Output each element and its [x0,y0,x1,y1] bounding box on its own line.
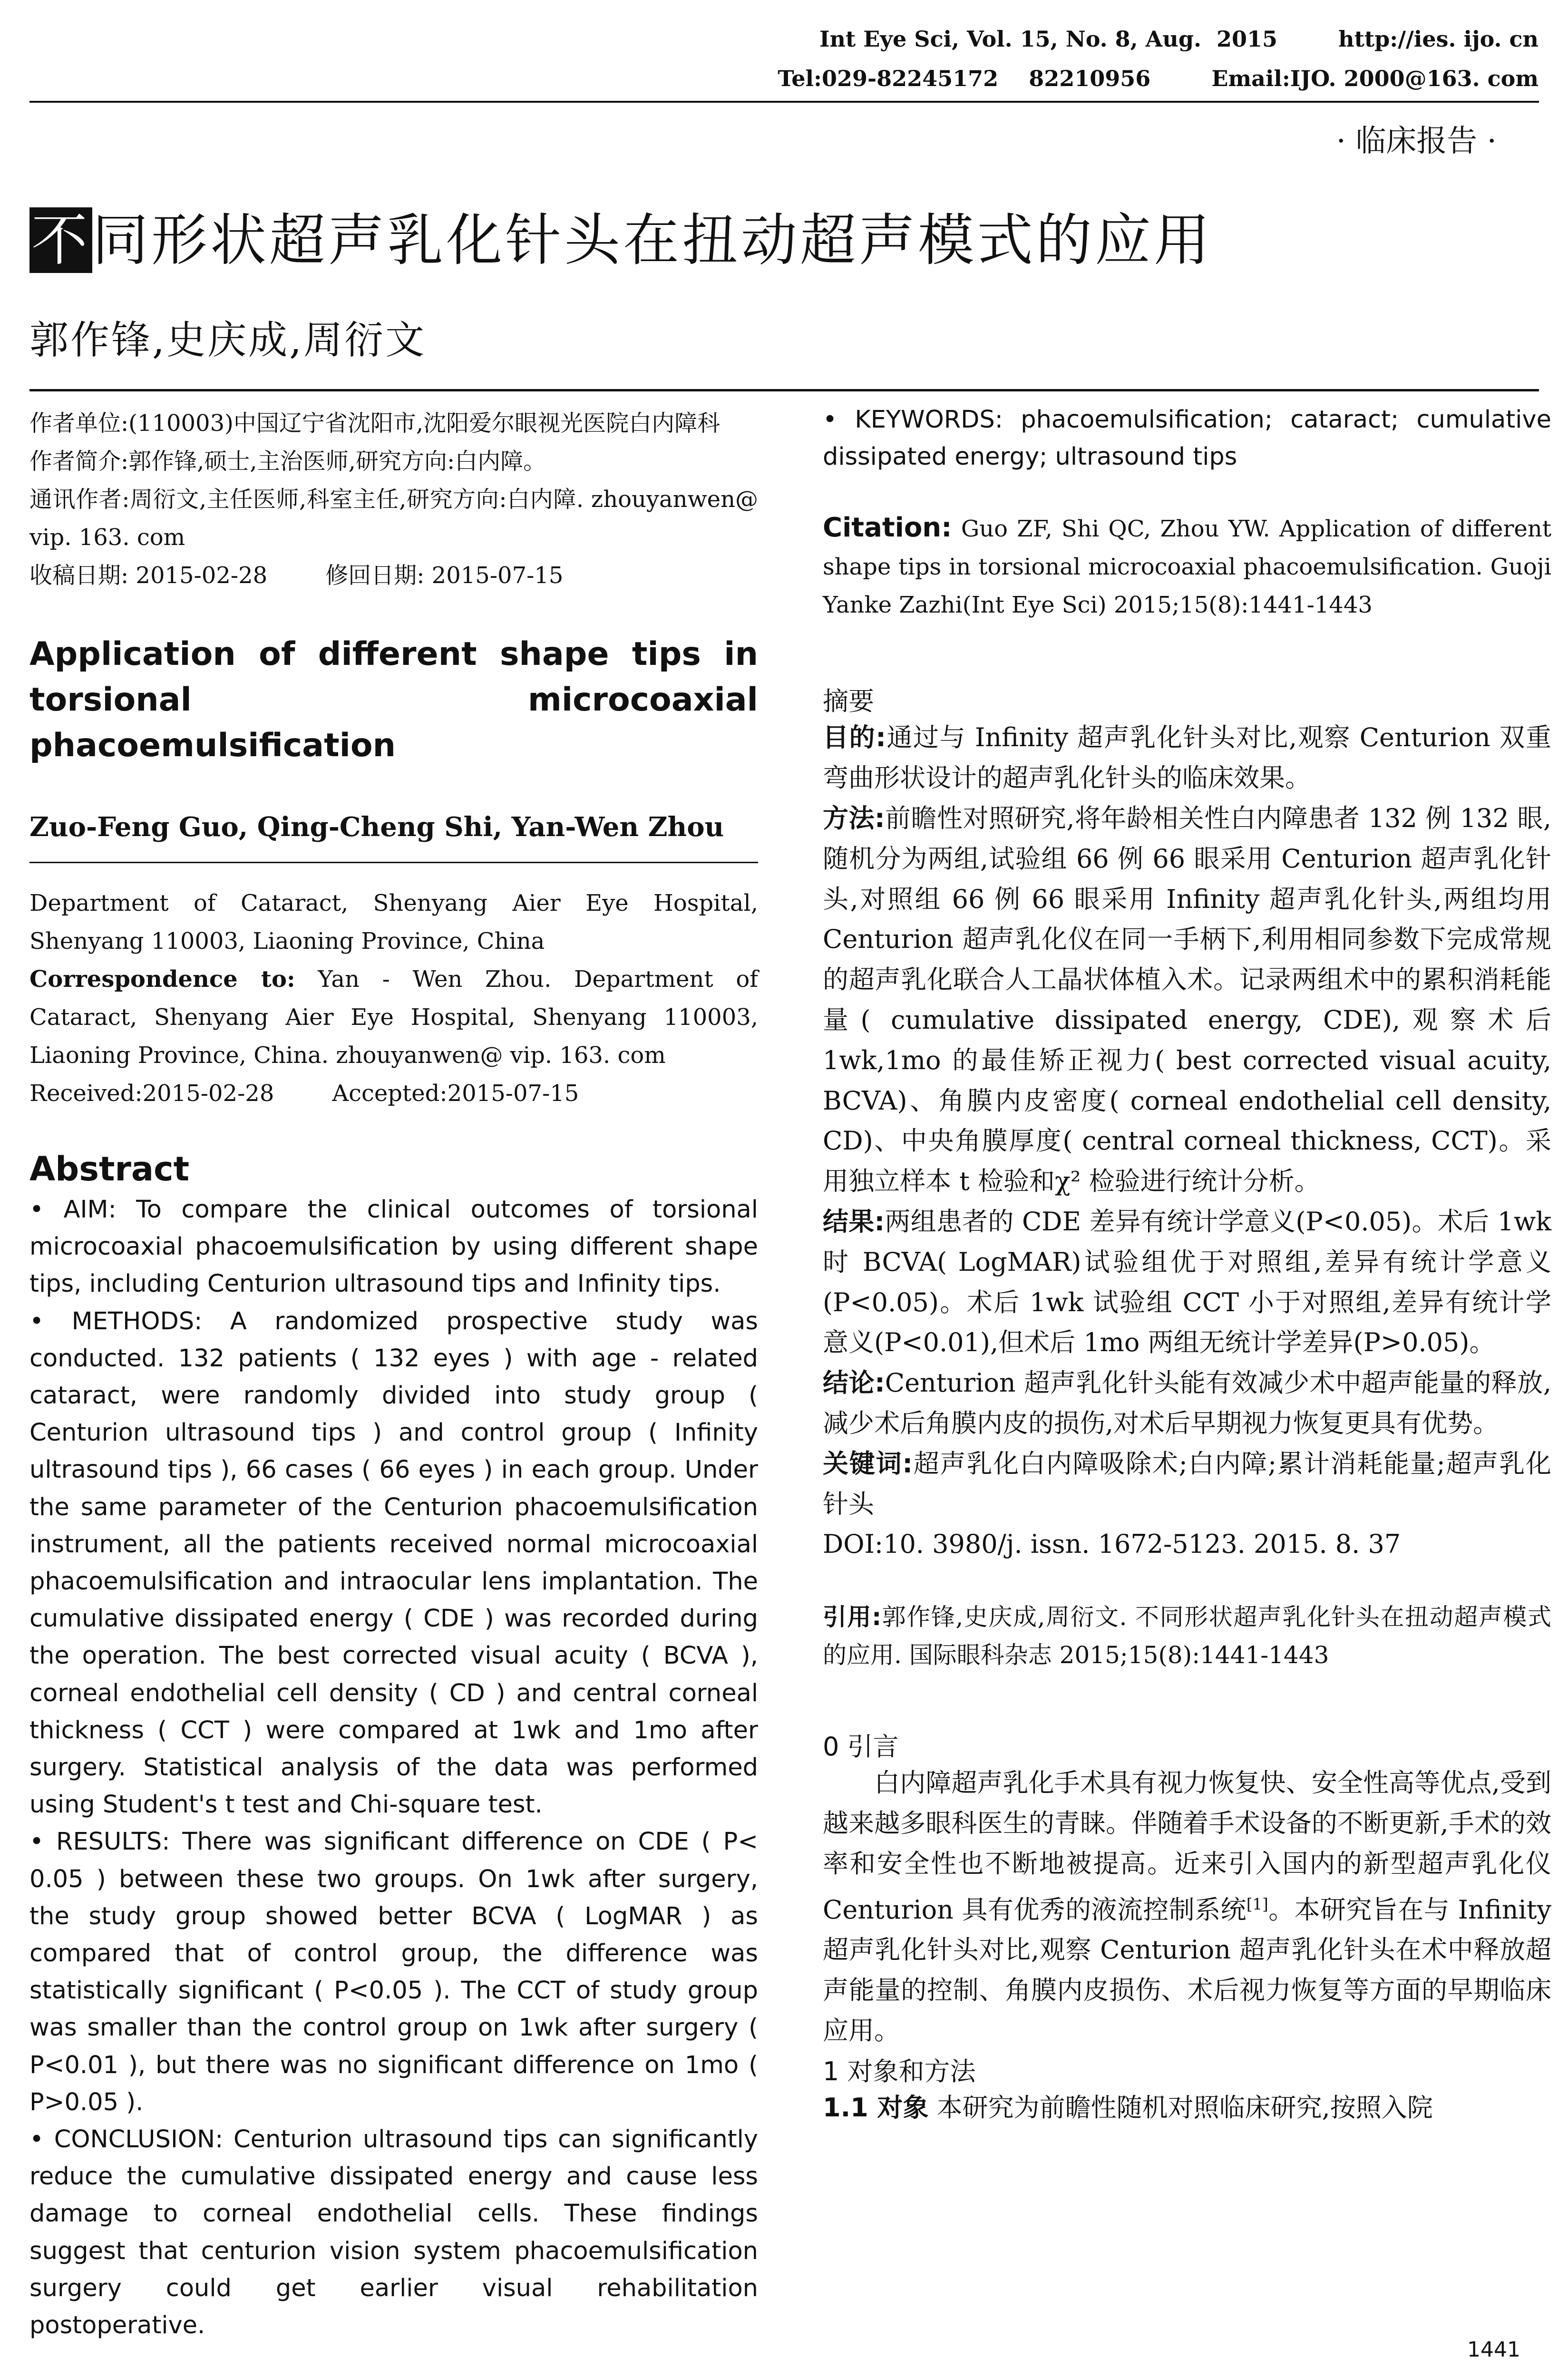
cn-aim-label: 目的: [823,722,886,753]
affil-cn-2: 作者简介:郭作锋,硕士,主治医师,研究方向:白内障。 [29,448,546,475]
conclusion-label: • CONCLUSION: [29,2125,224,2154]
article-title [29,195,1213,276]
intro-heading: 0 引言 [823,1732,899,1762]
keywords-text: phacoemulsification; cataract; cumulative dissipated energy; ultrasound tips [823,406,1551,471]
intro-text-2: 。本研究旨在与 Infinity 超声乳化针头对比,观察 Centurion 超声乳化针头在术中释放超声能量的控制、角膜内皮损伤、术后视力恢复等方面的早期临床应用。 [823,1894,1551,2046]
intro-text: 白内障超声乳化手术具有视力恢复快、安全性高等优点,受到越来越多眼科医生的青睐。伴随着手术设备的不断更新,手术的效率和安全性也不断地被提高。近来引入国内的新型超声乳化仪 Centurion 具有优秀的液流控制系统 [823,1768,1551,1925]
cn-conclusion-text: Centurion 超声乳化针头能有效减少术中超声能量的释放,减少术后角膜内皮的损伤,对术后早期视力恢复更具有优势。 [823,1368,1551,1438]
methods-heading: 1 对象和方法 [823,2056,976,2086]
authors-cn: 郭作锋,史庆成,周衍文 [29,318,427,363]
cn-results-label: 结果: [823,1206,885,1237]
en-title: Application of different shape tips in torsional microcoaxial phacoemulsification [29,635,758,764]
journal-contact: Tel:029-82245172 82210956 Email:IJO. 2000@163. com [778,66,1539,91]
abstract-results [29,1823,758,2121]
subject-text: 本研究为前瞻性随机对照临床研究,按照入院 [928,2092,1433,2123]
right-column [823,404,1551,2128]
title-first-char: 不 [29,207,92,273]
cn-aim [823,718,1551,799]
title-rest: 同形状超声乳化针头在扭动超声模式的应用 [92,207,1213,273]
keywords-label: • KEYWORDS: [823,406,1003,434]
section-label: · 临床报告 · [1336,124,1497,159]
cn-citation-label: 引用: [823,1603,882,1631]
affil-cn-3: 通讯作者:周衍文,主任医师,科室主任,研究方向:白内障. zhouyanwen@ vip. 163. com [29,486,758,551]
corr-label: Correspondence to: [29,966,295,993]
left-column [29,404,758,2344]
cn-methods-text: 前瞻性对照研究,将年龄相关性白内障患者 132 例 132 眼,随机分为两组,试验组 66 例 66 眼采用 Centurion 超声乳化针头,对照组 66 例 66 眼采用 Infinity 超声乳化针头,两组均用 Centurion 超声乳化仪在同一手柄下,利用相同参数下完成常规的超声乳化联合人工晶状体植入术。记录两组术中的累积消耗能量( cumulative dissipated energy, CDE),观察术后 1wk,1mo 的最佳矫正视力( best corrected visual acuity, BCVA)、角膜内皮密度( corneal endothelial cell density, CD)、中央角膜厚度( central corneal thickness, CCT)。采用独立样本 t 检验和χ² 检验进行统计分析。 [823,803,1551,1197]
citation-label: Citation: [823,512,952,544]
abstract-methods [29,1303,758,1824]
en-dept: Department of Cataract, Shenyang Aier Eye Hospital, Shenyang 110003, Liaoning Province, China [29,890,758,955]
cn-methods [823,799,1551,1202]
citation-text: Guo ZF, Shi QC, Zhou YW. Application of different shape tips in torsional microcoaxial phacoemulsification. Guoji Yanke Zazhi(Int Eye Sci) 2015;15(8):1441-1443 [823,516,1551,619]
cn-results-text: 两组患者的 CDE 差异有统计学意义(P<0.05)。术后 1wk 时 BCVA( LogMAR)试验组优于对照组,差异有统计学意义(P<0.05)。术后 1wk 试验组 CCT 小于对照组,差异有统计学意义(P<0.01),但术后 1mo 两组无统计学差异(P>0.05)。 [823,1206,1551,1358]
header-rule [29,101,1539,103]
conclusion-text: Centurion ultrasound tips can significantly reduce the cumulative dissipated energy and cause less damage to corneal endothelial cells. These findings suggest that centurion vision system phacoemulsification surgery could get earlier visual rehabilitation postoperative. [29,2125,758,2340]
journal-info: Int Eye Sci, Vol. 15, No. 8, Aug. 2015 http://ies. ijo. cn [819,26,1539,52]
affil-cn-1: 作者单位:(110003)中国辽宁省沈阳市,沈阳爱尔眼视光医院白内障科 [29,410,721,437]
cn-keywords [823,1444,1551,1525]
en-dates: Received:2015-02-28 Accepted:2015-07-15 [29,1080,579,1107]
results-label: • RESULTS: [29,1828,170,1856]
cn-results [823,1202,1551,1363]
cn-methods-label: 方法: [823,803,885,833]
methods-label: • METHODS: [29,1307,203,1335]
affil-cn-dates: 收稿日期: 2015-02-28 修回日期: 2015-07-15 [29,562,564,589]
corr-text: Yan - Wen Zhou. Department of Cataract, Shenyang Aier Eye Hospital, Shenyang 110003, Liaoning Province, China. zhouyanwen@ vip. 163. com [29,966,759,1069]
cn-keywords-text: 超声乳化白内障吸除术;白内障;累计消耗能量;超声乳化针头 [823,1448,1551,1519]
aim-text: To compare the clinical outcomes of torsional microcoaxial phacoemulsification by using different shape tips, including Centurion ultrasound tips and Infinity tips. [29,1196,758,1298]
results-text: There was significant difference on CDE ( P< 0.05 ) between these two groups. On 1wk after surgery, the study group showed better BCVA ( LogMAR ) as compared that of control group, the difference was statistically significant ( P<0.05 ). The CCT of study group was smaller than the control group on 1wk after surgery ( P<0.01 ), but there was no significant difference on 1mo ( P>0.05 ). [29,1828,758,2116]
abstract-heading: Abstract [29,1150,190,1188]
abstract-conclusion [29,2121,758,2344]
intro-paragraph [823,1763,1551,2051]
cn-conclusion-label: 结论: [823,1368,885,1398]
abstract-keywords [823,401,1551,476]
page-number: 1441 [1467,2338,1520,2362]
methods-subject [823,2088,1551,2128]
aim-label: • AIM: [29,1196,117,1224]
doi: DOI:10. 3980/j. issn. 1672-5123. 2015. 8. 37 [823,1529,1401,1559]
cn-citation [823,1598,1551,1674]
methods-text: A randomized prospective study was conducted. 132 patients ( 132 eyes ) with age - related cataract, were randomly divided into study group ( Centurion ultrasound tips ) and control group ( Infinity ultrasound tips ), 66 cases ( 66 eyes ) in each group. Under the same parameter of the Centurion phacoemulsification instrument, all the patients received normal microcoaxial phacoemulsification and intraocular lens implantation. The cumulative dissipated energy ( CDE ) was recorded during the operation. The best corrected visual acuity ( BCVA ), corneal endothelial cell density ( CD ) and central corneal thickness ( CCT ) were compared at 1wk and 1mo after surgery. Statistical analysis of the data was performed using Student's t test and Chi-square test. [29,1307,758,1819]
cn-keywords-label: 关键词: [823,1448,913,1479]
subject-label: 1.1 对象 [823,2092,929,2123]
cn-conclusion [823,1363,1551,1444]
cn-aim-text: 通过与 Infinity 超声乳化针头对比,观察 Centurion 双重弯曲形状设计的超声乳化针头的临床效果。 [823,722,1551,793]
citation-en [823,509,1551,624]
title-rule [29,389,1539,391]
cn-abstract-heading: 摘要 [823,686,874,717]
en-authors-rule [29,862,758,863]
en-correspondence [29,960,758,1074]
en-authors: Zuo-Feng Guo, Qing-Cheng Shi, Yan-Wen Zhou [29,811,724,843]
abstract-aim [29,1191,758,1303]
intro-ref: [1] [1246,1895,1268,1913]
cn-citation-text: 郭作锋,史庆成,周衍文. 不同形状超声乳化针头在扭动超声模式的应用. 国际眼科杂志 2015;15(8):1441-1443 [823,1603,1551,1669]
